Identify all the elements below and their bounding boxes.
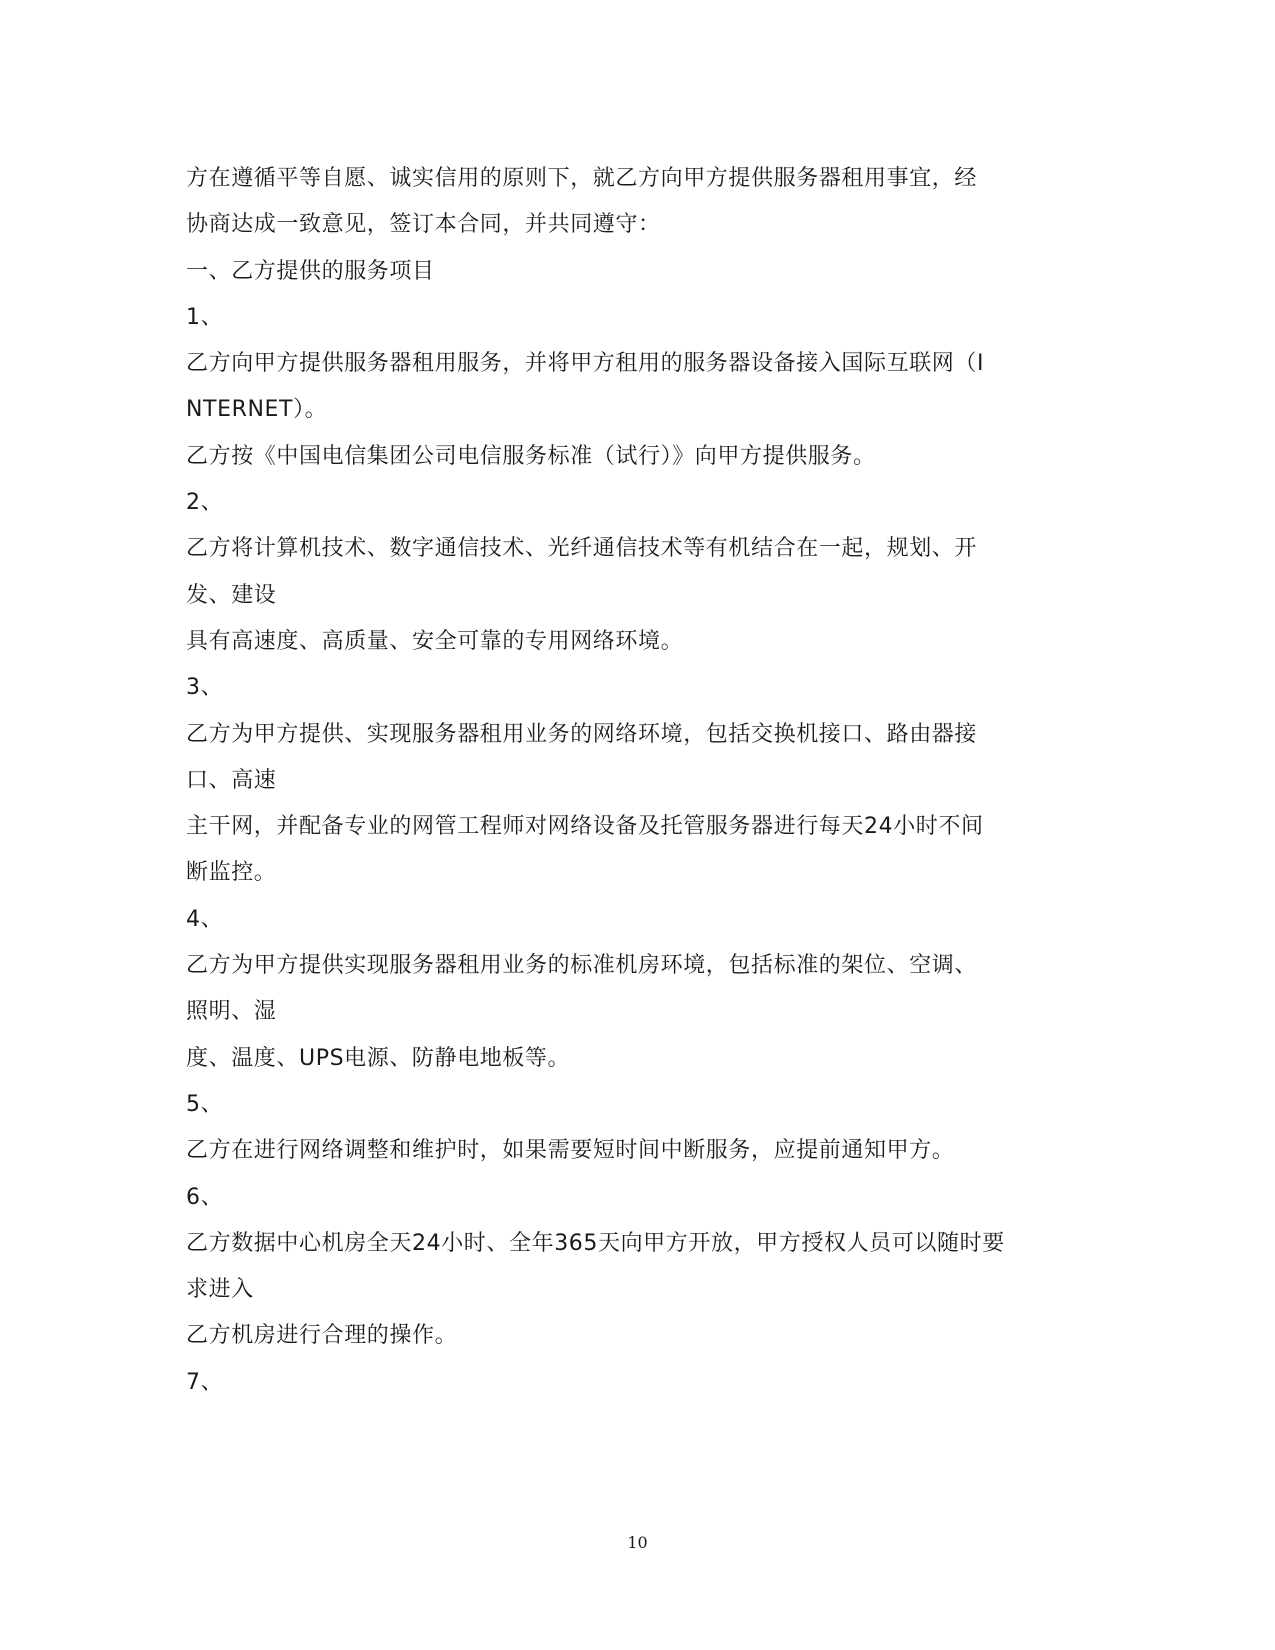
text-line: 照明、湿 xyxy=(186,999,277,1025)
text-line: 度、温度、UPS电源、防静电地板等。 xyxy=(186,1045,571,1071)
item-number: 3、 xyxy=(186,675,224,701)
text-line: 乙方数据中心机房全天24小时、全年365天向甲方开放，甲方授权人员可以随时要 xyxy=(186,1230,1005,1256)
text-line: 乙方为甲方提供实现服务器租用业务的标准机房环境，包括标准的架位、空调、 xyxy=(186,953,978,979)
text-line: 求进入 xyxy=(186,1277,254,1303)
text-line: 乙方为甲方提供、实现服务器租用业务的网络环境，包括交换机接口、路由器接 xyxy=(186,721,978,747)
text-line: 乙方按《中国电信集团公司电信服务标准（试行）》向甲方提供服务。 xyxy=(186,443,876,469)
text-line: NTERNET）。 xyxy=(186,397,328,423)
item-number: 6、 xyxy=(186,1184,224,1210)
text-line: 乙方将计算机技术、数字通信技术、光纤通信技术等有机结合在一起，规划、开 xyxy=(186,536,978,562)
item-number: 7、 xyxy=(186,1369,224,1395)
text-line: 乙方向甲方提供服务器租用服务，并将甲方租用的服务器设备接入国际互联网（I xyxy=(186,351,985,377)
item-number: 4、 xyxy=(186,906,224,932)
text-line: 发、建设 xyxy=(186,582,277,608)
document-body xyxy=(186,156,1046,1406)
text-line: 主干网，并配备专业的网管工程师对网络设备及托管服务器进行每天24小时不间 xyxy=(186,814,984,840)
item-number: 1、 xyxy=(186,304,224,330)
page-number: 10 xyxy=(627,1533,648,1552)
text-line: 乙方在进行网络调整和维护时，如果需要短时间中断服务，应提前通知甲方。 xyxy=(186,1138,955,1164)
text-line: 断监控。 xyxy=(186,860,277,886)
text-line: 方在遵循平等自愿、诚实信用的原则下，就乙方向甲方提供服务器租用事宜，经 xyxy=(186,166,978,191)
section-heading: 一、乙方提供的服务项目 xyxy=(186,258,435,284)
text-line: 协商达成一致意见，签订本合同，并共同遵守： xyxy=(186,212,661,238)
text-line: 乙方机房进行合理的操作。 xyxy=(186,1323,458,1349)
text-line: 口、高速 xyxy=(186,767,277,793)
text-line: 具有高速度、高质量、安全可靠的专用网络环境。 xyxy=(186,628,684,654)
item-number: 2、 xyxy=(186,490,224,516)
item-number: 5、 xyxy=(186,1091,224,1117)
